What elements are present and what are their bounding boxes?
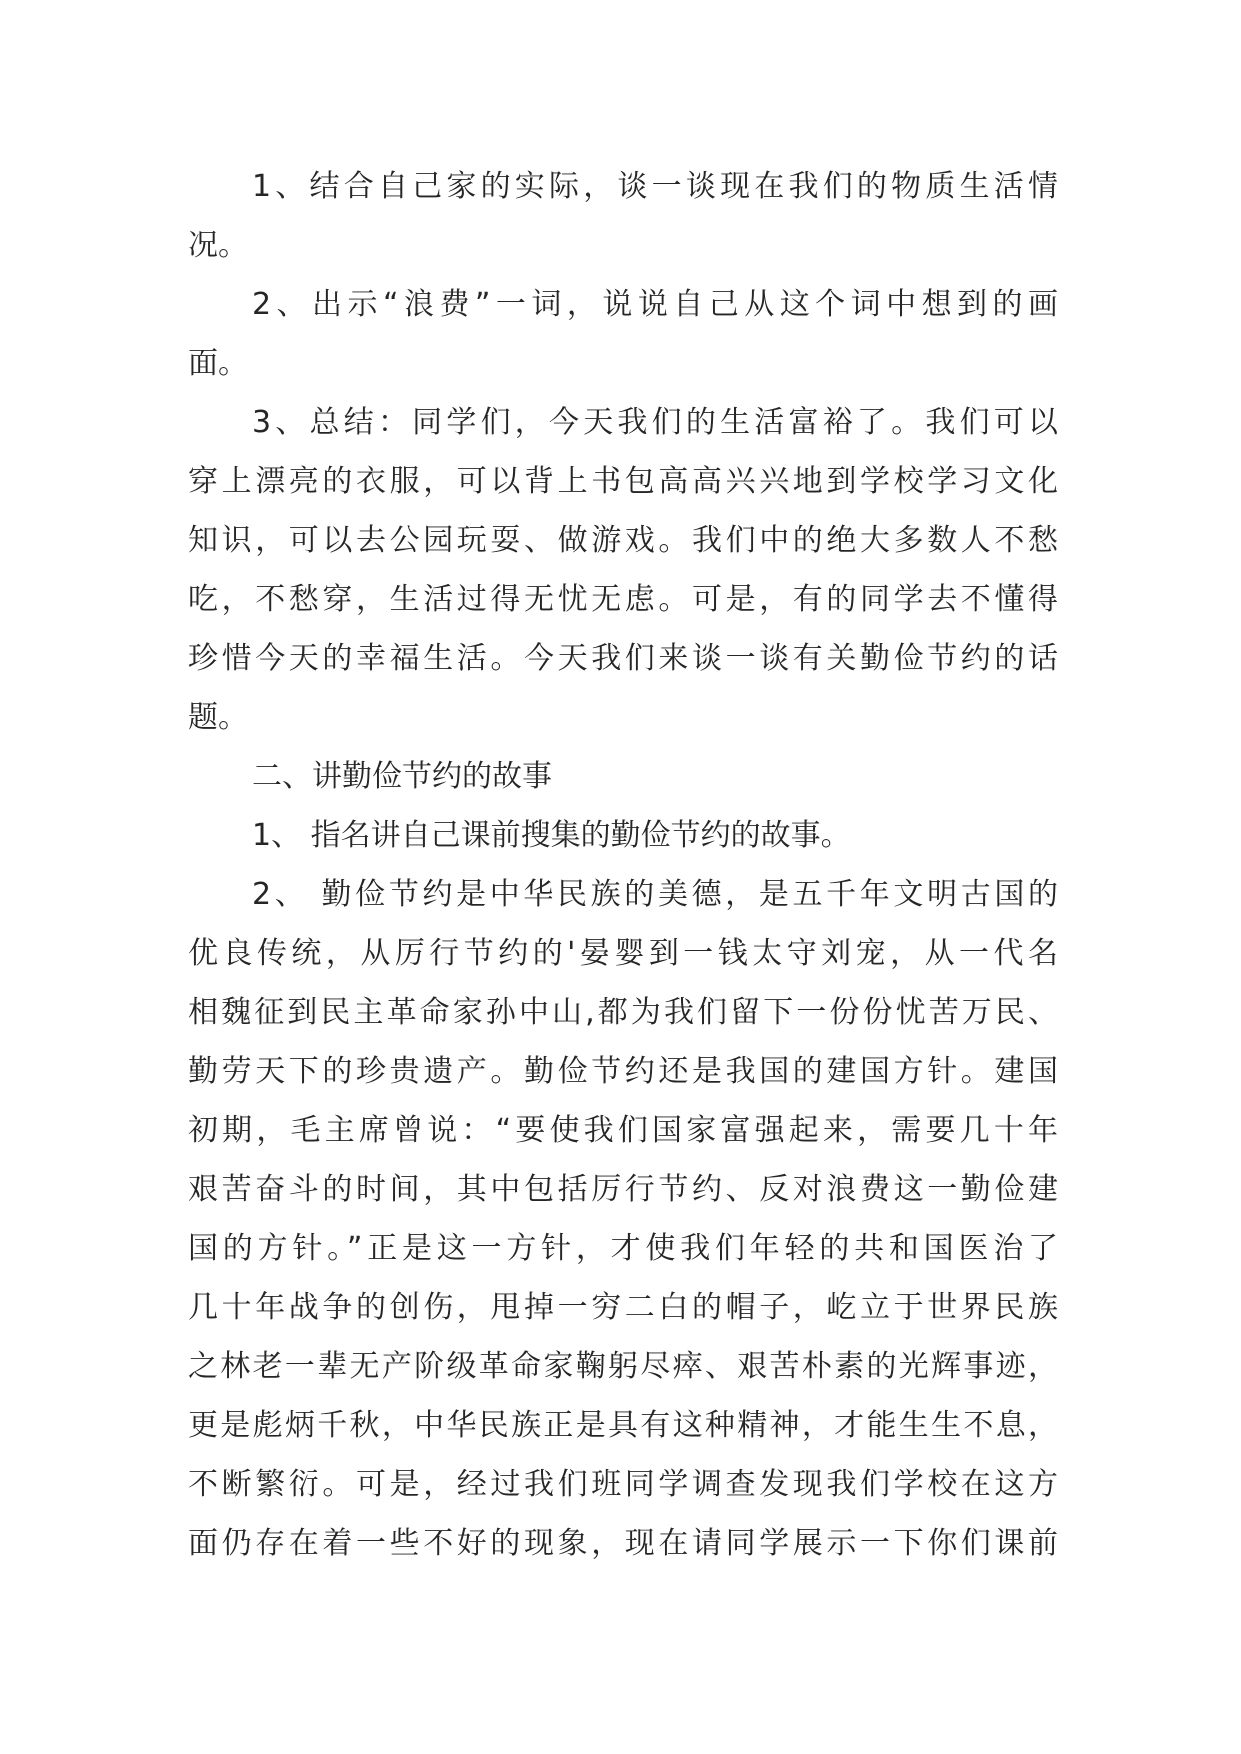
text-line: 2、 勤俭节约是中华民族的美德，是五千年文明古国的 — [252, 877, 1058, 912]
paragraph-5 — [188, 865, 1058, 1573]
section-heading — [188, 747, 1058, 806]
paragraph-2 — [188, 275, 1058, 393]
text-line: 面仍存在着一些不好的现象，现在请同学展示一下你们课前 — [188, 1526, 1058, 1561]
text-line: 题。 — [188, 700, 248, 735]
text-line: 1、结合自己家的实际，谈一谈现在我们的物质生活情 — [252, 169, 1058, 204]
text-line: 初期，毛主席曾说：“要使我们国家富强起来，需要几十年 — [188, 1113, 1058, 1148]
text-line: 相魏征到民主革命家孙中山,都为我们留下一份份忧苦万民、 — [188, 995, 1058, 1030]
text-line: 之林老一辈无产阶级革命家鞠躬尽瘁、艰苦朴素的光辉事迹， — [188, 1349, 1058, 1384]
text-line: 穿上漂亮的衣服，可以背上书包高高兴兴地到学校学习文化 — [188, 464, 1058, 499]
text-line: 优良传统，从厉行节约的'晏婴到一钱太守刘宠，从一代名 — [188, 936, 1058, 971]
text-line: 2、出示“浪费”一词，说说自己从这个词中想到的画 — [252, 287, 1058, 322]
text-line: 吃，不愁穿，生活过得无忧无虑。可是，有的同学去不懂得 — [188, 582, 1058, 617]
paragraph-3 — [188, 393, 1058, 747]
text-line: 况。 — [188, 228, 248, 263]
text-line: 不断繁衍。可是，经过我们班同学调查发现我们学校在这方 — [188, 1467, 1058, 1502]
paragraph-4 — [188, 806, 1058, 865]
heading-text: 二、讲勤俭节约的故事 — [252, 759, 552, 794]
text-line: 面。 — [188, 346, 248, 381]
text-line: 几十年战争的创伤，甩掉一穷二白的帽子，屹立于世界民族 — [188, 1290, 1058, 1325]
text-line: 勤劳天下的珍贵遗产。勤俭节约还是我国的建国方针。建国 — [188, 1054, 1058, 1089]
document-body — [188, 157, 1058, 1573]
text-line: 1、 指名讲自己课前搜集的勤俭节约的故事。 — [252, 818, 851, 853]
text-line: 3、总结：同学们，今天我们的生活富裕了。我们可以 — [252, 405, 1058, 440]
text-line: 珍惜今天的幸福生活。今天我们来谈一谈有关勤俭节约的话 — [188, 641, 1058, 676]
text-line: 艰苦奋斗的时间，其中包括厉行节约、反对浪费这一勤俭建 — [188, 1172, 1058, 1207]
text-line: 更是彪炳千秋，中华民族正是具有这种精神，才能生生不息， — [188, 1408, 1058, 1443]
text-line: 国的方针。”正是这一方针，才使我们年轻的共和国医治了 — [188, 1231, 1058, 1266]
text-line: 知识，可以去公园玩耍、做游戏。我们中的绝大多数人不愁 — [188, 523, 1058, 558]
paragraph-1 — [188, 157, 1058, 275]
